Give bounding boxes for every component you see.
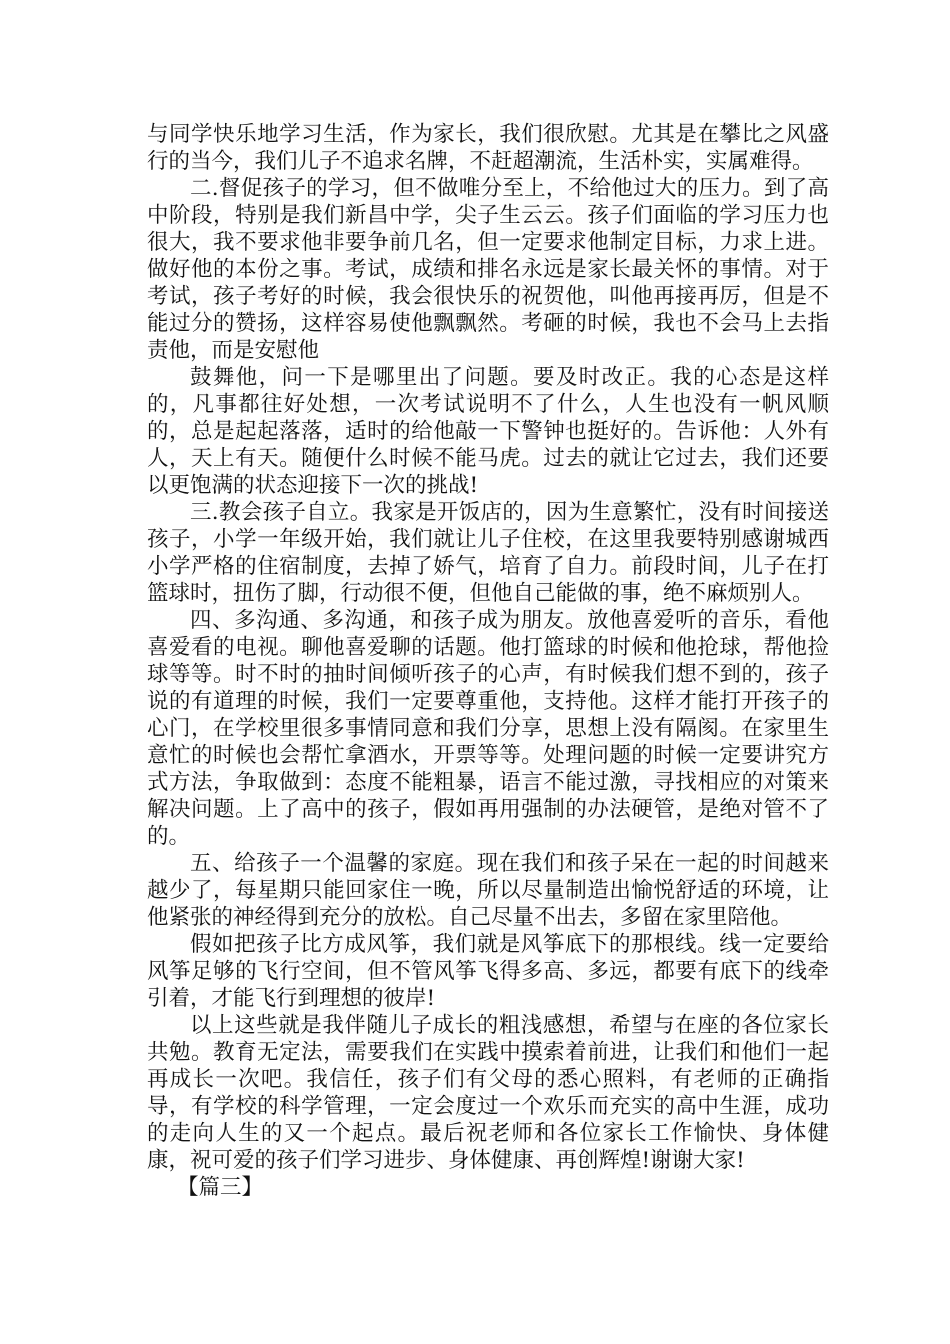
paragraph-closing: 以上这些就是我伴随儿子成长的粗浅感想，希望与在座的各位家长共勉。教育无定法，需要我们在实践中摸索着前进，让我们和他们一起再成长一次吧。我信任，孩子们有父母的悉心照料，有老师的正确指导，有学校的科学管理，一定会度过一个欢乐而充实的高中生涯，成功的走向人生的又一个起点。最后祝老师和各位家长工作愉快、身体健康，祝可爱的孩子们学习进步、身体健康、再创辉煌!谢谢大家! (147, 1013, 829, 1173)
paragraph-encouragement: 鼓舞他，问一下是哪里出了问题。要及时改正。我的心态是这样的，凡事都往好处想，一次考试说明不了什么，人生也没有一帆风顺的，总是起起落落，适时的给他敲一下警钟也挺好的。告诉他：人外有人，天上有天。随便什么时候不能马虎。过去的就让它过去，我们还要以更饱满的状态迎接下一次的挑战! (147, 365, 829, 498)
document-page (147, 121, 829, 1201)
paragraph-continuation: 与同学快乐地学习生活，作为家长，我们很欣慰。尤其是在攀比之风盛行的当今，我们儿子不追求名牌，不赶超潮流，生活朴实，实属难得。 (147, 122, 829, 174)
paragraph-communication: 四、多沟通、多沟通，和孩子成为朋友。放他喜爱听的音乐，看他喜爱看的电视。聊他喜爱聊的话题。他打篮球的时候和他抢球，帮他捡球等等。时不时的抽时间倾听孩子的心声，有时候我们想不到的，孩子说的有道理的时候，我们一定要尊重他，支持他。这样才能打开孩子的心门，在学校里很多事情同意和我们分享，思想上没有隔阂。在家里生意忙的时候也会帮忙拿酒水，开票等等。处理问题的时候一定要讲究方式方法，争取做到：态度不能粗暴，语言不能过激，寻找相应的对策来解决问题。上了高中的孩子，假如再用强制的办法硬管，是绝对管不了的。 (147, 608, 829, 849)
section-heading: 【篇三】 (177, 1175, 264, 1200)
paragraph-kite-metaphor: 假如把孩子比方成风筝，我们就是风筝底下的那根线。线一定要给风筝足够的飞行空间，但不管风筝飞得多高、多远，都要有底下的线牵引着，才能飞行到理想的彼岸! (147, 932, 829, 1011)
paragraph-warm-family: 五、给孩子一个温馨的家庭。现在我们和孩子呆在一起的时间越来越少了，每星期只能回家住一晚，所以尽量制造出愉悦舒适的环境，让他紧张的神经得到充分的放松。自己尽量不出去，多留在家里陪他。 (147, 851, 829, 930)
paragraph-study-supervision: 二.督促孩子的学习，但不做唯分至上，不给他过大的压力。到了高中阶段，特别是我们新昌中学，尖子生云云。孩子们面临的学习压力也很大，我不要求他非要争前几名，但一定要求他制定目标，力求上进。做好他的本份之事。考试，成绩和排名永远是家长最关怀的事情。对于考试，孩子考好的时候，我会很快乐的祝贺他，叫他再接再厉，但是不能过分的赞扬，这样容易使他飘飘然。考砸的时候，我也不会马上去指责他，而是安慰他 (147, 176, 829, 363)
paragraph-self-reliance: 三.教会孩子自立。我家是开饭店的，因为生意繁忙，没有时间接送孩子，小学一年级开始，我们就让儿子住校，在这里我要特别感谢城西小学严格的住宿制度，去掉了娇气，培育了自力。前段时间，儿子在打篮球时，扭伤了脚，行动很不便，但他自己能做的事，绝不麻烦别人。 (147, 500, 829, 606)
